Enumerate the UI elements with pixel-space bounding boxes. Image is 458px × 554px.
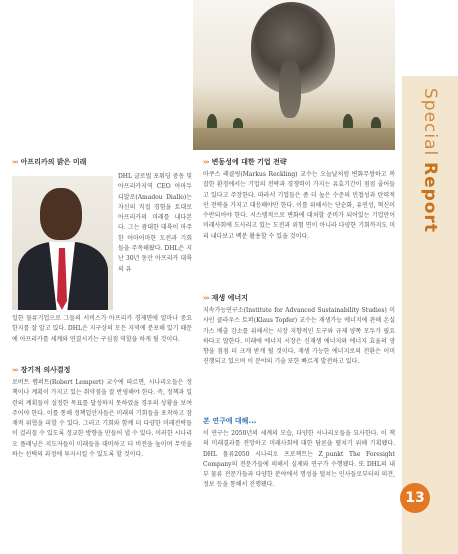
heading-volatility-strategy — [203, 157, 287, 167]
heading-arrows: ››› — [203, 158, 209, 166]
ground — [193, 128, 395, 150]
page-number-badge: 13 — [400, 483, 430, 513]
volatility-text: 마쿠스 레클링(Markus Reckling) 교수는 오늘날처럼 변화무쌍하고 복잡한 환경에서는 기업의 전략과 경쟁력이 가지는 유효기간이 점점 줄어들고 있다고 주장한다. 따라서 기업들은 좀 더 높은 수준의 민첩성과 탄력적인 전략을 가지고 대응해야만 한다. 이를 위해서는 단순화, 유연성, 혁신이 수반되어야 한다. 시스템적으로 변화에 대처할 준비가 되어있는 기업만이 미래사회에 도사리고 있는 도전과 위험 면이 아니라 다양한 기회까지도 미리 내다보고 백분 활용할 수 있을 것이다. — [203, 171, 395, 240]
africa-text-beside-photo: DHL 글로벌 포워딩 중동 및 아프리카지역 CEO 아마두 디알로(Amadou Diallo)는 자신의 직접 경험을 토대로 아프리카의 미래를 내다본다. 그는 광대한 대륙이 마주한 어마어마한 도전과 기회들을 주목해왔다. DHL은 지난 30년 동안 아프리카 대륙의 유 — [118, 173, 192, 273]
smoke-column — [279, 60, 301, 118]
explosion-photo — [193, 0, 395, 150]
side-title-report: Report — [420, 162, 440, 234]
portrait-head — [40, 188, 82, 240]
side-title — [404, 88, 456, 288]
heading-renewable-energy — [203, 293, 248, 303]
heading-arrows: ››› — [12, 158, 18, 166]
about-research-text: 이 연구는 2050년의 세계의 모습, 다양한 시나리오들을 묘사한다. 이 책의 미래결과를 전망하고 미래사회에 대한 담론을 펼치기 위해 기획됐다. DHL 물류2050 시나리오 프로젝트는 Z_punkt The Foresight Company의 전문가들에 의해서 실제와 연구가 수행됐다. 또 DHL의 내부 물류 전문가들과 다양한 분야에서 명성을 떨치는 인사들로부터의 의견, 정보 등을 통해서 진행됐다. — [203, 430, 395, 489]
portrait-photo — [12, 176, 113, 310]
renewable-text: 지속가능연구소(Institute for Advanced Sustainability Studies) 이사인 클라우스 토퍼(Klaus Topfer) 교수는 재생가능 에너지에 관해 온실 가스 배출 감소를 위해서는 시장 지향적인 도구와 규제 양쪽 모두가 필요하다고 말한다. 미래에 에너지 시장은 신재생 에너지와 에너지 효율의 영향을 점점 더 크게 받게 될 것이다. 재생 가능한 에너지로의 전환은 이미 진행되고 있으며 이 분야의 기술 또한 빠르게 발전하고 있다. — [203, 307, 395, 366]
heading-arrows: ››› — [12, 366, 18, 374]
heading-text: 장기적 의사결정 — [20, 366, 71, 374]
africa-text-continued: 일한 물류기업으로 그들의 서비스가 아프리카 경제면에 얼마나 중요한지를 잘 알고 있다. DHL은 지구상의 모든 지역에 분포해 있기 때문에 아프리카를 세계와 연결시키는 구심점 역할을 하게 될 것이다. — [12, 315, 192, 343]
heading-text: 재생 에너지 — [211, 294, 248, 302]
side-title-special: Special — [420, 88, 440, 157]
heading-arrows: ››› — [203, 294, 209, 302]
heading-text: 변동성에 대한 기업 전략 — [211, 158, 287, 166]
heading-text: 아프리카의 밝은 미래 — [20, 158, 87, 166]
heading-about-research: 본 연구에 대해... — [203, 417, 257, 425]
heading-long-term-decisions — [12, 365, 70, 375]
heading-africa-future — [12, 157, 86, 167]
long-term-text: 로버트 렘퍼트(Robert Lempert) 교수에 따르면, 시나리오들은 정책이나 계획이 가지고 있는 취약점을 잘 반영해야 한다. 즉, 정책과 일련의 계획들이 설정한 목표를 달성하지 못하였을 경우의 상황을 보여주어야 한다. 이를 통해 정책입안자들은 미래의 기회들을 포착하고 잠재적 위협을 피할 수 있다. 그러고 기회와 함께 더 다양한 미래전략들이 걸러질 수 있도록 정교한 방향을 만들어 낼 수 있다. 이러한 시나리오 플래닝은 지도자들이 미래들을 대비하고 더 비전을 높이며 무엇을 하는 선택의 과정에 투자시킬 수 있도록 할 것이다. — [12, 379, 192, 459]
